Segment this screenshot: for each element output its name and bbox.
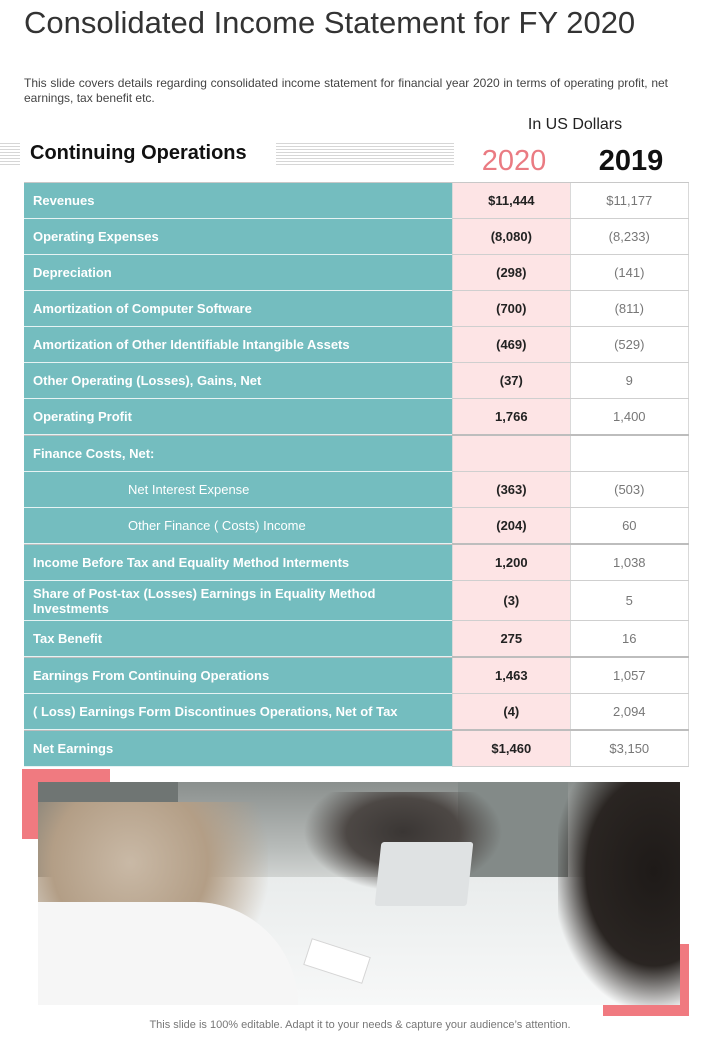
row-label: Revenues xyxy=(24,183,452,219)
row-label: Net Earnings xyxy=(24,731,452,767)
value-2019: (141) xyxy=(570,255,689,290)
row-label: Earnings From Continuing Operations xyxy=(24,658,452,694)
value-2019: 2,094 xyxy=(570,694,689,729)
value-2019: 1,400 xyxy=(570,399,689,434)
table-row xyxy=(24,694,689,731)
row-label: Other Finance ( Costs) Income xyxy=(24,508,452,544)
table-row xyxy=(24,581,689,621)
value-2020: (3) xyxy=(452,581,569,620)
value-2020: $11,444 xyxy=(452,183,569,218)
value-2019: 1,057 xyxy=(570,658,689,693)
table-row xyxy=(24,363,689,399)
year-header-2020: 2020 xyxy=(481,145,547,177)
row-label: Income Before Tax and Equality Method Interments xyxy=(24,545,452,581)
page-title: Consolidated Income Statement for FY 2020 xyxy=(24,5,636,40)
table-row xyxy=(24,219,689,255)
value-2020: 1,463 xyxy=(452,658,569,693)
value-2019: (503) xyxy=(570,472,689,507)
value-2019: $3,150 xyxy=(570,731,689,766)
decorative-stripes-left xyxy=(0,143,20,165)
section-heading: Continuing Operations xyxy=(30,142,247,164)
table-row xyxy=(24,291,689,327)
table-row xyxy=(24,658,689,694)
row-label: Operating Expenses xyxy=(24,219,452,255)
table-row xyxy=(24,399,689,436)
value-2020: (469) xyxy=(452,327,569,362)
page-subtitle: This slide covers details regarding consolidated income statement for financial year 2020 in terms of operating profit, net earnings, tax benefit etc. xyxy=(24,76,668,105)
table-row xyxy=(24,545,689,581)
value-2020: (4) xyxy=(452,694,569,729)
value-2019: $11,177 xyxy=(570,183,689,218)
row-label: Share of Post-tax (Losses) Earnings in Equality Method Investments xyxy=(24,581,452,621)
table-row xyxy=(24,621,689,658)
photo-laptop xyxy=(375,842,474,906)
row-label: Net Interest Expense xyxy=(24,472,452,508)
value-2020: 275 xyxy=(452,621,569,656)
value-2020: 1,766 xyxy=(452,399,569,434)
row-label: ( Loss) Earnings Form Discontinues Operations, Net of Tax xyxy=(24,694,452,730)
table-row xyxy=(24,183,689,219)
value-2020 xyxy=(452,436,569,471)
value-2019: 1,038 xyxy=(570,545,689,580)
row-label: Tax Benefit xyxy=(24,621,452,657)
value-2019: (811) xyxy=(570,291,689,326)
income-statement-table xyxy=(24,182,689,767)
photo-person-right xyxy=(558,782,680,1005)
table-row xyxy=(24,327,689,363)
row-label: Depreciation xyxy=(24,255,452,291)
row-label: Amortization of Other Identifiable Intangible Assets xyxy=(24,327,452,363)
value-2020: 1,200 xyxy=(452,545,569,580)
table-row xyxy=(24,472,689,508)
value-2020: (298) xyxy=(452,255,569,290)
table-row xyxy=(24,731,689,767)
value-2019: 60 xyxy=(570,508,689,543)
value-2019: 16 xyxy=(570,621,689,656)
value-2020: (204) xyxy=(452,508,569,543)
row-label: Other Operating (Losses), Gains, Net xyxy=(24,363,452,399)
value-2019: 9 xyxy=(570,363,689,398)
year-header-2019: 2019 xyxy=(598,145,664,177)
value-2020: $1,460 xyxy=(452,731,569,766)
table-row xyxy=(24,255,689,291)
decorative-stripes-right xyxy=(276,143,454,165)
value-2019: (529) xyxy=(570,327,689,362)
value-2019: (8,233) xyxy=(570,219,689,254)
row-label: Operating Profit xyxy=(24,399,452,435)
value-2019: 5 xyxy=(570,581,689,620)
value-2019 xyxy=(570,436,689,471)
footer-note: This slide is 100% editable. Adapt it to your needs & capture your audience’s attention. xyxy=(149,1019,571,1031)
value-2020: (8,080) xyxy=(452,219,569,254)
currency-note: In US Dollars xyxy=(527,116,623,133)
table-row xyxy=(24,508,689,545)
meeting-photo xyxy=(38,782,680,1005)
value-2020: (37) xyxy=(452,363,569,398)
table-row xyxy=(24,436,689,472)
row-label: Finance Costs, Net: xyxy=(24,436,452,472)
row-label: Amortization of Computer Software xyxy=(24,291,452,327)
value-2020: (363) xyxy=(452,472,569,507)
value-2020: (700) xyxy=(452,291,569,326)
